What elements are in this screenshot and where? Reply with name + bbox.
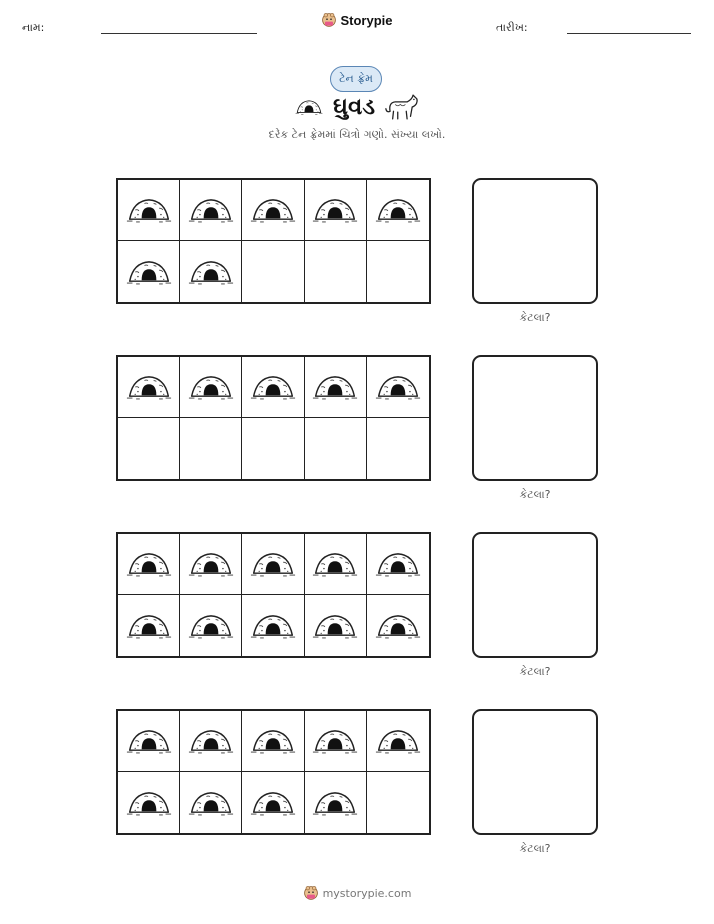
frame-cell-filled — [118, 241, 180, 302]
burrow-icon — [126, 196, 172, 224]
burrow-icon — [250, 373, 296, 401]
ten-frame-1 — [116, 178, 431, 304]
ten-frame-4 — [116, 709, 431, 835]
frame-cell-filled — [118, 595, 180, 656]
answer-box-1[interactable] — [472, 178, 598, 304]
date-line[interactable] — [567, 33, 691, 34]
burrow-icon — [126, 258, 172, 286]
ten-frame-3 — [116, 532, 431, 658]
burrow-icon — [126, 727, 172, 755]
frame-cell-empty — [367, 241, 429, 302]
brand-name: Storypie — [340, 12, 393, 28]
burrow-icon — [126, 373, 172, 401]
frame-cell-filled — [305, 534, 367, 595]
pie-logo-icon — [303, 885, 319, 901]
instructions: દરેક ટેન ફ્રેમમાં ચિત્રો ગણો. સંખ્યા લખો. — [268, 128, 446, 141]
frame-cell-filled — [242, 180, 304, 241]
burrow-icon — [188, 550, 234, 578]
frame-cell-empty — [242, 241, 304, 302]
name-line[interactable] — [101, 33, 257, 34]
burrow-icon — [375, 373, 421, 401]
how-many-label-1: કેટલા? — [519, 311, 551, 324]
burrow-icon — [250, 550, 296, 578]
frame-cell-filled — [118, 534, 180, 595]
burrow-icon — [188, 612, 234, 640]
frame-cell-filled — [118, 772, 180, 833]
frame-cell-filled — [242, 711, 304, 772]
burrow-icon — [312, 550, 358, 578]
date-label: તારીખ: — [496, 21, 528, 34]
frame-cell-filled — [180, 534, 242, 595]
frame-cell-filled — [242, 534, 304, 595]
burrow-icon — [126, 789, 172, 817]
frame-cell-empty — [305, 241, 367, 302]
burrow-icon — [312, 789, 358, 817]
frame-cell-filled — [367, 357, 429, 418]
burrow-icon — [126, 612, 172, 640]
name-label: નામ: — [22, 21, 45, 34]
frame-cell-filled — [118, 711, 180, 772]
topic-tag: ટેન ફ્રેમ — [330, 66, 382, 92]
frame-cell-filled — [305, 595, 367, 656]
burrow-icon — [188, 258, 234, 286]
frame-cell-filled — [367, 595, 429, 656]
animal-icon — [385, 92, 419, 122]
answer-box-2[interactable] — [472, 355, 598, 481]
burrow-icon — [375, 727, 421, 755]
frame-cell-filled — [118, 180, 180, 241]
frame-cell-filled — [367, 534, 429, 595]
frame-cell-empty — [242, 418, 304, 479]
burrow-icon — [250, 789, 296, 817]
frame-cell-filled — [305, 711, 367, 772]
frame-cell-filled — [242, 595, 304, 656]
how-many-label-3: કેટલા? — [519, 665, 551, 678]
how-many-label-2: કેટલા? — [519, 488, 551, 501]
burrow-icon — [126, 550, 172, 578]
frame-cell-filled — [305, 180, 367, 241]
frame-cell-filled — [180, 772, 242, 833]
burrow-icon — [188, 196, 234, 224]
burrow-icon — [312, 373, 358, 401]
page-title: ઘુવડ — [333, 94, 375, 120]
frame-cell-filled — [367, 711, 429, 772]
burrow-icon — [375, 196, 421, 224]
frame-cell-empty — [367, 418, 429, 479]
frame-cell-empty — [180, 418, 242, 479]
how-many-label-4: કેટલા? — [519, 842, 551, 855]
frame-cell-filled — [305, 772, 367, 833]
burrow-icon — [375, 612, 421, 640]
footer — [0, 885, 714, 901]
frame-cell-filled — [180, 711, 242, 772]
burrow-icon — [188, 373, 234, 401]
frame-cell-filled — [180, 241, 242, 302]
answer-box-4[interactable] — [472, 709, 598, 835]
frame-cell-filled — [180, 357, 242, 418]
burrow-icon — [295, 98, 323, 116]
ten-frame-2 — [116, 355, 431, 481]
frame-cell-filled — [180, 180, 242, 241]
frame-cell-filled — [180, 595, 242, 656]
title-row — [0, 92, 714, 122]
burrow-icon — [188, 789, 234, 817]
frame-cell-empty — [367, 772, 429, 833]
burrow-icon — [250, 727, 296, 755]
frame-cell-empty — [118, 418, 180, 479]
pie-logo-icon — [321, 12, 337, 28]
frame-cell-filled — [367, 180, 429, 241]
burrow-icon — [188, 727, 234, 755]
frame-cell-empty — [305, 418, 367, 479]
burrow-icon — [375, 550, 421, 578]
frame-cell-filled — [242, 357, 304, 418]
burrow-icon — [312, 196, 358, 224]
frame-cell-filled — [118, 357, 180, 418]
answer-box-3[interactable] — [472, 532, 598, 658]
frame-cell-filled — [305, 357, 367, 418]
burrow-icon — [312, 727, 358, 755]
frame-cell-filled — [242, 772, 304, 833]
burrow-icon — [250, 196, 296, 224]
footer-site: mystorypie.com — [322, 886, 412, 900]
burrow-icon — [250, 612, 296, 640]
burrow-icon — [312, 612, 358, 640]
brand-logo — [0, 12, 714, 28]
